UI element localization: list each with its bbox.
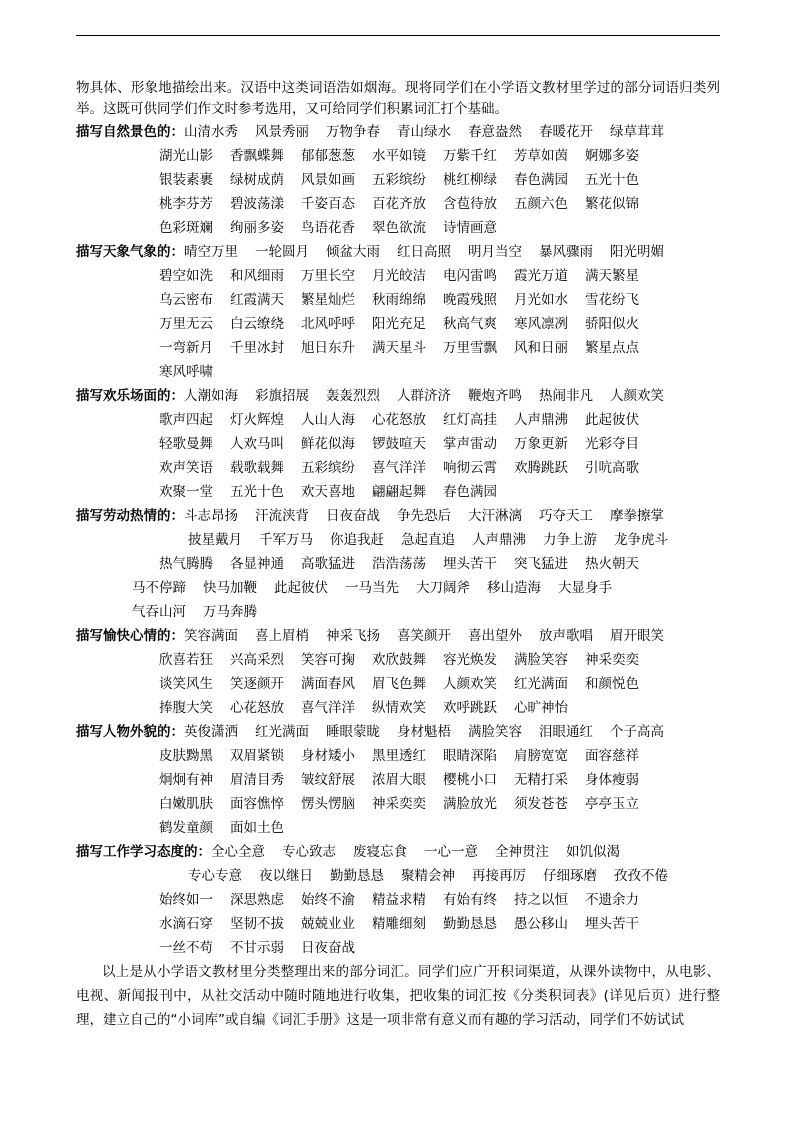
word-line <box>76 696 720 720</box>
vocab-word: 埋头苦干 <box>443 556 497 572</box>
vocab-word: 春意盎然 <box>468 124 522 140</box>
vocab-word: 满面春风 <box>301 676 355 692</box>
word-line <box>76 384 720 408</box>
vocab-word: 放声歌唱 <box>539 628 593 644</box>
vocab-word: 眉清目秀 <box>230 772 284 788</box>
vocab-word: 满脸放光 <box>443 796 497 812</box>
vocab-word: 面如土色 <box>230 820 284 836</box>
vocab-word: 争先恐后 <box>397 508 451 524</box>
vocab-word: 红灯高挂 <box>443 412 497 428</box>
vocab-word: 力争上游 <box>543 532 597 548</box>
category-block <box>76 624 720 720</box>
vocab-word: 专心专意 <box>188 868 242 884</box>
vocab-word: 人声鼎沸 <box>514 412 568 428</box>
vocab-word: 面容慈祥 <box>585 748 639 764</box>
vocab-word: 欢聚一堂 <box>159 484 213 500</box>
word-line <box>76 864 720 888</box>
vocab-word: 全心全意 <box>211 844 265 860</box>
vocab-word: 明月当空 <box>468 244 522 260</box>
vocab-word: 香飘蝶舞 <box>230 148 284 164</box>
word-line <box>76 360 720 384</box>
vocab-word: 炯炯有神 <box>159 772 213 788</box>
vocab-word: 旭日东升 <box>301 340 355 356</box>
vocab-word: 桃李芬芳 <box>159 196 213 212</box>
vocab-word: 亭亭玉立 <box>585 796 639 812</box>
vocab-word: 锣鼓喧天 <box>372 436 426 452</box>
vocab-word: 喜出望外 <box>468 628 522 644</box>
vocab-word: 白云缭绕 <box>230 316 284 332</box>
category-heading: 描写工作学习态度的： <box>76 844 211 860</box>
word-line <box>76 288 720 312</box>
vocab-word: 纵情欢笑 <box>372 700 426 716</box>
vocab-word: 笑逐颜开 <box>230 676 284 692</box>
vocab-word: 人颜欢笑 <box>610 388 664 404</box>
vocab-word: 龙争虎斗 <box>614 532 668 548</box>
word-line <box>76 264 720 288</box>
category-heading: 描写天象气象的： <box>76 244 184 260</box>
vocab-word: 摩拳擦掌 <box>610 508 664 524</box>
vocab-word: 春色满园 <box>443 484 497 500</box>
vocab-word: 欢腾跳跃 <box>514 460 568 476</box>
vocab-word: 风和日丽 <box>514 340 568 356</box>
vocab-word: 银装素裹 <box>159 172 213 188</box>
vocab-word: 千姿百态 <box>301 196 355 212</box>
vocab-word: 你追我赶 <box>330 532 384 548</box>
vocab-word: 泪眼通红 <box>539 724 593 740</box>
vocab-word: 响彻云霄 <box>443 460 497 476</box>
vocab-word: 大显身手 <box>558 580 612 596</box>
vocab-word: 掌声雷动 <box>443 436 497 452</box>
vocab-word: 轰轰烈烈 <box>326 388 380 404</box>
vocab-word: 电闪雷鸣 <box>443 268 497 284</box>
vocab-word: 五光十色 <box>230 484 284 500</box>
word-line <box>76 648 720 672</box>
vocab-word: 仔细琢磨 <box>543 868 597 884</box>
vocab-word: 气吞山河 <box>132 604 186 620</box>
vocab-word: 载歌载舞 <box>230 460 284 476</box>
vocab-word: 满脸笑容 <box>514 652 568 668</box>
vocab-word: 鲜花似海 <box>301 436 355 452</box>
vocab-word: 再接再厉 <box>472 868 526 884</box>
vocab-word: 青山绿水 <box>397 124 451 140</box>
vocab-word: 高歌猛进 <box>301 556 355 572</box>
category-block <box>76 240 720 384</box>
vocab-word: 万紫千红 <box>443 148 497 164</box>
vocab-word: 寒风凛冽 <box>514 316 568 332</box>
vocab-word: 婀娜多姿 <box>585 148 639 164</box>
vocab-word: 喜上眉梢 <box>255 628 309 644</box>
vocab-word: 眼睛深陷 <box>443 748 497 764</box>
category-block <box>76 840 720 960</box>
vocab-word: 人颜欢笑 <box>443 676 497 692</box>
vocab-word: 日夜奋战 <box>301 940 355 956</box>
vocab-word: 身材矮小 <box>301 748 355 764</box>
vocab-word: 一心一意 <box>424 844 478 860</box>
vocab-word: 春暖花开 <box>539 124 593 140</box>
vocab-word: 夜以继日 <box>259 868 313 884</box>
vocab-word: 万里无云 <box>159 316 213 332</box>
word-line <box>76 120 720 144</box>
vocab-word: 肩膀宽宽 <box>514 748 568 764</box>
vocab-word: 秋雨绵绵 <box>372 292 426 308</box>
vocab-word: 水平如镜 <box>372 148 426 164</box>
vocab-word: 人声鼎沸 <box>472 532 526 548</box>
vocab-word: 樱桃小口 <box>443 772 497 788</box>
vocab-word: 笑容可掬 <box>301 652 355 668</box>
vocab-word: 芳草如茵 <box>514 148 568 164</box>
word-line <box>76 168 720 192</box>
vocab-word: 欢声笑语 <box>159 460 213 476</box>
vocab-word: 此起彼伏 <box>585 412 639 428</box>
category-heading: 描写人物外貌的： <box>76 724 184 740</box>
vocab-word: 不遗余力 <box>585 892 639 908</box>
vocab-word: 身材魁梧 <box>397 724 451 740</box>
vocab-word: 山清水秀 <box>184 124 238 140</box>
category-heading: 描写愉快心情的： <box>76 628 184 644</box>
vocab-word: 一轮圆月 <box>255 244 309 260</box>
vocab-word: 眉飞色舞 <box>372 676 426 692</box>
vocab-word: 浩浩荡荡 <box>372 556 426 572</box>
vocab-word: 暴风骤雨 <box>539 244 593 260</box>
vocab-word: 引吭高歌 <box>585 460 639 476</box>
vocab-word: 精雕细刻 <box>372 916 426 932</box>
vocab-word: 倾盆大雨 <box>326 244 380 260</box>
vocab-word: 热闹非凡 <box>539 388 593 404</box>
vocab-word: 各显神通 <box>230 556 284 572</box>
vocab-word: 有始有终 <box>443 892 497 908</box>
vocab-word: 愣头愣脑 <box>301 796 355 812</box>
vocab-word: 睡眼蒙眬 <box>326 724 380 740</box>
vocab-word: 万里长空 <box>301 268 355 284</box>
vocab-word: 骄阳似火 <box>585 316 639 332</box>
vocab-word: 欢呼跳跃 <box>443 700 497 716</box>
vocab-word: 绿草茸茸 <box>610 124 664 140</box>
vocab-word: 深思熟虑 <box>230 892 284 908</box>
vocab-word: 勤勤恳恳 <box>330 868 384 884</box>
category-heading: 描写劳动热情的： <box>76 508 184 524</box>
vocab-word: 诗情画意 <box>443 220 497 236</box>
word-line <box>76 336 720 360</box>
vocab-word: 人潮如海 <box>184 388 238 404</box>
vocab-word: 五彩缤纷 <box>301 460 355 476</box>
word-line <box>76 240 720 264</box>
word-line <box>76 432 720 456</box>
word-line <box>76 936 720 960</box>
vocab-word: 红光满面 <box>255 724 309 740</box>
closing-paragraph: 以上是从小学语文教材里分类整理出来的部分词汇。同学们应广开积词渠道，从课外读物中，从电影、电视、新闻报刊中，从社交活动中随时随地进行收集，把收集的词汇按《分类积词表》(详见后页）进行整理，建立自己的“小词库”或自编《词汇手册》这是一项非常有意义而有趣的学习活动，同学们不妨试试 <box>76 964 720 1028</box>
vocab-word: 大汗淋漓 <box>468 508 522 524</box>
vocab-word: 浓眉大眼 <box>372 772 426 788</box>
vocab-word: 谈笑风生 <box>159 676 213 692</box>
vocab-word: 热气腾腾 <box>159 556 213 572</box>
vocab-word: 五光十色 <box>585 172 639 188</box>
word-line <box>76 816 720 840</box>
word-line <box>76 408 720 432</box>
vocab-word: 欢欣鼓舞 <box>372 652 426 668</box>
vocab-word: 鸟语花香 <box>301 220 355 236</box>
vocab-word: 日夜奋战 <box>326 508 380 524</box>
vocab-word: 万物争春 <box>326 124 380 140</box>
vocab-word: 彩旗招展 <box>255 388 309 404</box>
category-block <box>76 384 720 504</box>
vocab-word: 快马加鞭 <box>203 580 257 596</box>
category-heading: 描写欢乐场面的： <box>76 388 184 404</box>
vocab-word: 百花齐放 <box>372 196 426 212</box>
vocab-word: 春色满园 <box>514 172 568 188</box>
vocab-word: 碧空如洗 <box>159 268 213 284</box>
word-line <box>76 744 720 768</box>
word-line <box>76 144 720 168</box>
vocab-word: 此起彼伏 <box>274 580 328 596</box>
vocab-word: 红日高照 <box>397 244 451 260</box>
vocab-word: 桃红柳绿 <box>443 172 497 188</box>
category-block <box>76 720 720 840</box>
vocab-word: 始终不渝 <box>301 892 355 908</box>
vocab-word: 神采奕奕 <box>585 652 639 668</box>
vocab-word: 心花怒放 <box>372 412 426 428</box>
vocab-word: 持之以恒 <box>514 892 568 908</box>
vocab-word: 红光满面 <box>514 676 568 692</box>
vocab-word: 心花怒放 <box>230 700 284 716</box>
vocab-word: 黑里透红 <box>372 748 426 764</box>
vocab-word: 急起直追 <box>401 532 455 548</box>
vocab-word: 神采飞扬 <box>326 628 380 644</box>
word-line <box>76 456 720 480</box>
vocab-word: 寒风呼啸 <box>159 364 213 380</box>
word-line <box>76 672 720 696</box>
vocab-word: 勤勤恳恳 <box>443 916 497 932</box>
vocab-word: 千里冰封 <box>230 340 284 356</box>
vocab-word: 碧波荡漾 <box>230 196 284 212</box>
vocab-word: 水滴石穿 <box>159 916 213 932</box>
word-line <box>76 768 720 792</box>
vocab-word: 万马奔腾 <box>203 604 257 620</box>
vocab-word: 轻歌曼舞 <box>159 436 213 452</box>
category-block <box>76 504 720 624</box>
vocab-word: 马不停蹄 <box>132 580 186 596</box>
vocab-word: 鞭炮齐鸣 <box>468 388 522 404</box>
vocab-word: 阳光明媚 <box>610 244 664 260</box>
vocab-word: 欢天喜地 <box>301 484 355 500</box>
vocab-word: 月光如水 <box>514 292 568 308</box>
vocab-word: 欣喜若狂 <box>159 652 213 668</box>
vocab-word: 巧夺天工 <box>539 508 593 524</box>
category-heading: 描写自然景色的： <box>76 124 184 140</box>
vocab-word: 五彩缤纷 <box>372 172 426 188</box>
vocab-word: 双眉紧锁 <box>230 748 284 764</box>
vocab-word: 移山造海 <box>487 580 541 596</box>
vocab-word: 喜气洋洋 <box>301 700 355 716</box>
vocab-word: 和颜悦色 <box>585 676 639 692</box>
vocab-word: 突飞猛进 <box>514 556 568 572</box>
vocab-word: 翠色欲流 <box>372 220 426 236</box>
vocab-word: 乌云密布 <box>159 292 213 308</box>
vocab-word: 霞光万道 <box>514 268 568 284</box>
vocab-word: 喜气洋洋 <box>372 460 426 476</box>
vocab-word: 心旷神怡 <box>514 700 568 716</box>
vocab-word: 埋头苦干 <box>585 916 639 932</box>
vocab-word: 雪花纷飞 <box>585 292 639 308</box>
category-list <box>76 120 720 960</box>
vocab-word: 兴高采烈 <box>230 652 284 668</box>
vocab-word: 人山人海 <box>301 412 355 428</box>
vocab-word: 含苞待放 <box>443 196 497 212</box>
vocab-word: 愚公移山 <box>514 916 568 932</box>
vocab-word: 繁星灿烂 <box>301 292 355 308</box>
vocab-word: 喜笑颜开 <box>397 628 451 644</box>
word-line <box>76 792 720 816</box>
vocab-word: 和风细雨 <box>230 268 284 284</box>
vocab-word: 满脸笑容 <box>468 724 522 740</box>
vocab-word: 万象更新 <box>514 436 568 452</box>
header-rule <box>76 35 720 36</box>
word-line <box>76 840 720 864</box>
vocab-word: 满天繁星 <box>585 268 639 284</box>
vocab-word: 人欢马叫 <box>230 436 284 452</box>
vocab-word: 北风呼呼 <box>301 316 355 332</box>
vocab-word: 歌声四起 <box>159 412 213 428</box>
vocab-word: 晴空万里 <box>184 244 238 260</box>
vocab-word: 繁星点点 <box>585 340 639 356</box>
word-line <box>76 576 720 600</box>
vocab-word: 阳光充足 <box>372 316 426 332</box>
vocab-word: 坚韧不拔 <box>230 916 284 932</box>
word-line <box>76 192 720 216</box>
vocab-word: 色彩斑斓 <box>159 220 213 236</box>
vocab-word: 容光焕发 <box>443 652 497 668</box>
vocab-word: 千军万马 <box>259 532 313 548</box>
vocab-word: 英俊潇洒 <box>184 724 238 740</box>
vocab-word: 如饥似渴 <box>566 844 620 860</box>
word-line <box>76 504 720 528</box>
vocab-word: 晚霞残照 <box>443 292 497 308</box>
vocab-word: 翩翩起舞 <box>372 484 426 500</box>
vocab-word: 聚精会神 <box>401 868 455 884</box>
vocab-word: 不甘示弱 <box>230 940 284 956</box>
vocab-word: 白嫩肌肤 <box>159 796 213 812</box>
word-line <box>76 528 720 552</box>
vocab-word: 笑容满面 <box>184 628 238 644</box>
word-line <box>76 480 720 504</box>
vocab-word: 风景秀丽 <box>255 124 309 140</box>
vocab-word: 全神贯注 <box>495 844 549 860</box>
vocab-word: 秋高气爽 <box>443 316 497 332</box>
vocab-word: 专心致志 <box>282 844 336 860</box>
vocab-word: 灯火辉煌 <box>230 412 284 428</box>
document-body <box>76 78 720 1032</box>
vocab-word: 一丝不苟 <box>159 940 213 956</box>
vocab-word: 绚丽多姿 <box>230 220 284 236</box>
vocab-word: 郁郁葱葱 <box>301 148 355 164</box>
vocab-word: 废寝忘食 <box>353 844 407 860</box>
vocab-word: 皮肤黝黑 <box>159 748 213 764</box>
vocab-word: 鹤发童颜 <box>159 820 213 836</box>
vocab-word: 面容憔悴 <box>230 796 284 812</box>
vocab-word: 大刀阔斧 <box>416 580 470 596</box>
vocab-word: 五颜六色 <box>514 196 568 212</box>
word-line <box>76 216 720 240</box>
vocab-word: 绿树成荫 <box>230 172 284 188</box>
vocab-word: 热火朝天 <box>585 556 639 572</box>
vocab-word: 斗志昂扬 <box>184 508 238 524</box>
vocab-word: 光彩夺目 <box>585 436 639 452</box>
vocab-word: 人群济济 <box>397 388 451 404</box>
vocab-word: 红霞满天 <box>230 292 284 308</box>
vocab-word: 须发苍苍 <box>514 796 568 812</box>
vocab-word: 繁花似锦 <box>585 196 639 212</box>
vocab-word: 始终如一 <box>159 892 213 908</box>
word-line <box>76 888 720 912</box>
vocab-word: 汗流浃背 <box>255 508 309 524</box>
vocab-word: 无精打采 <box>514 772 568 788</box>
vocab-word: 月光皎洁 <box>372 268 426 284</box>
word-line <box>76 720 720 744</box>
vocab-word: 万里雪飘 <box>443 340 497 356</box>
word-line <box>76 624 720 648</box>
vocab-word: 捧腹大笑 <box>159 700 213 716</box>
word-line <box>76 600 720 624</box>
vocab-word: 满天星斗 <box>372 340 426 356</box>
vocab-word: 一马当先 <box>345 580 399 596</box>
vocab-word: 眉开眼笑 <box>610 628 664 644</box>
vocab-word: 精益求精 <box>372 892 426 908</box>
vocab-word: 个子高高 <box>610 724 664 740</box>
vocab-word: 皱纹舒展 <box>301 772 355 788</box>
vocab-word: 披星戴月 <box>188 532 242 548</box>
vocab-word: 风景如画 <box>301 172 355 188</box>
vocab-word: 神采奕奕 <box>372 796 426 812</box>
vocab-word: 身体瘦弱 <box>585 772 639 788</box>
vocab-word: 孜孜不倦 <box>614 868 668 884</box>
vocab-word: 一弯新月 <box>159 340 213 356</box>
word-line <box>76 912 720 936</box>
vocab-word: 兢兢业业 <box>301 916 355 932</box>
intro-paragraph: 物具体、形象地描绘出来。汉语中这类词语浩如烟海。现将同学们在小学语文教材里学过的部分词语归类列举。这既可供同学们作文时参考选用，又可给同学们积累词汇打个基础。 <box>76 80 720 117</box>
vocab-word: 湖光山影 <box>159 148 213 164</box>
category-block <box>76 120 720 240</box>
word-line <box>76 552 720 576</box>
word-line <box>76 312 720 336</box>
